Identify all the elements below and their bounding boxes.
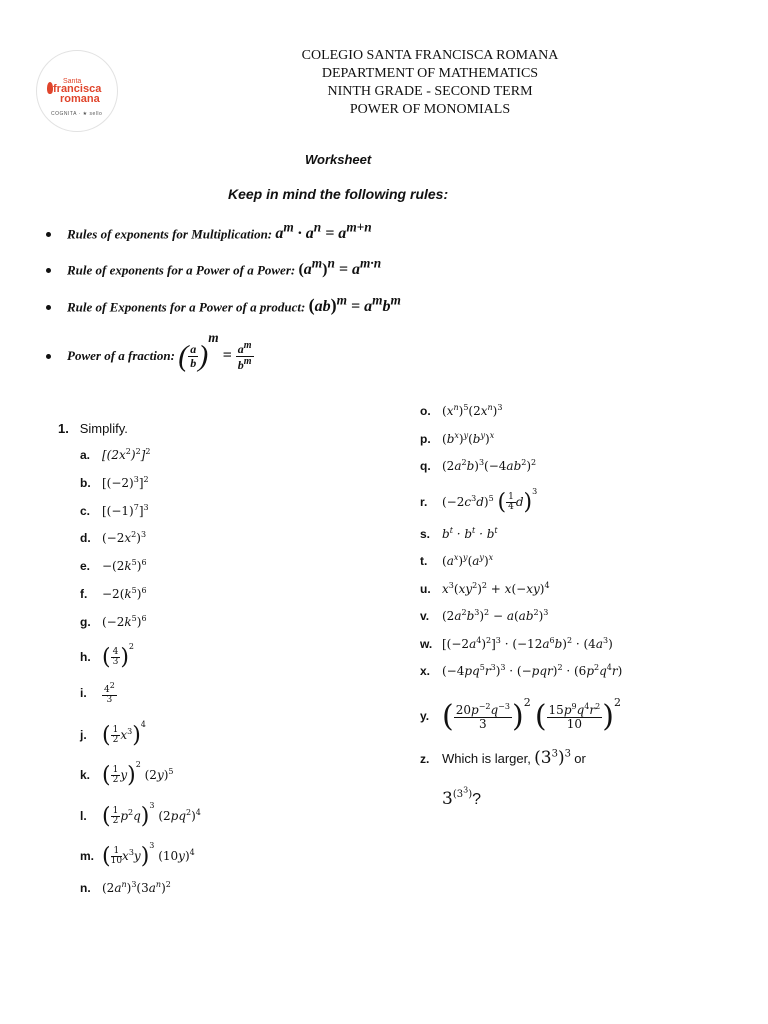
problem-r: r. $(-2c^3d)^5$ ( $\frac{1}{4}$ d)$^3$ — [420, 487, 538, 515]
grade-term: NINTH GRADE - SECOND TERM — [327, 84, 533, 99]
problem-l: l. ( $\frac{1}{2}$ $p^2q)^3$ $(2pq^2)^4$ — [80, 801, 201, 829]
problem-p: p. $(b^x)^y(b^y)^x$ — [420, 431, 495, 446]
problem-d: d. $(-2x^2)^3$ — [80, 530, 147, 545]
exercise-instruction: Simplify. — [79, 421, 128, 436]
school-logo — [36, 50, 118, 132]
problem-q: q. $(2a^2b)^3(-4ab^2)^2$ — [420, 458, 537, 473]
logo-text-line1: francisca — [53, 83, 102, 95]
problem-g: g. $(-2k^5)^6$ — [80, 614, 147, 629]
topic-title: POWER OF MONOMIALS — [349, 102, 511, 117]
rule-power-of-fraction: Power of a fraction: ( $\frac{a}{b}$ )$^m$ = $\frac{a^m}{b^m}$ — [46, 330, 254, 373]
problem-z: z. Which is larger, $(3^3)^3$ or — [420, 748, 586, 768]
rule-power-of-product: Rule of Exponents for a Power of a product: $(ab)^m = a^mb^m$ — [46, 293, 401, 316]
logo-text-top: Santa — [63, 78, 82, 85]
problem-k: k. ( $\frac{1}{2}$ y)$^2$ $(2y)^5$ — [80, 760, 174, 788]
problem-n: n. $(2a^n)^3(3a^n)^2$ — [80, 880, 171, 895]
problem-s: s. $b^t \cdot b^t \cdot b^t$ — [420, 526, 498, 541]
rules-title: Keep in mind the following rules: — [228, 186, 449, 202]
problem-y: y. ( $\frac{20p^{-2}q^{-3}}{3}$ )$^2$ ( $\frac{15p^9q^4r^2}{10}$ )$^2$ — [420, 696, 621, 734]
problem-j: j. ( $\frac{1}{2}$ $x^3)^4$ — [80, 720, 146, 748]
worksheet-label: Worksheet — [305, 152, 372, 167]
problem-c: c. $[(-1)^7]^3$ — [80, 503, 149, 518]
problem-z-continued: 3$^{(3^3)}$? — [442, 786, 481, 809]
problem-u: u. $x^3(xy^2)^2 + x(-xy)^4$ — [420, 581, 550, 596]
problem-m: m. ( $\frac{1}{10}$ $x^3y)^3$ $(10y)^4$ — [80, 841, 195, 869]
exercise-1: 1. Simplify. — [58, 421, 128, 436]
bullet — [46, 354, 51, 359]
problem-h: h. ( $\frac{4}{3}$ )$^2$ — [80, 642, 135, 670]
problem-b: b. $[(-2)^3]^2$ — [80, 475, 149, 490]
problem-e: e. $-(2k^5)^6$ — [80, 558, 147, 573]
logo-footer: COGNITA · ★ sello — [51, 111, 103, 117]
problem-x: x. $(-4pq^5r^3)^3 \cdot (-pqr)^2 \cdot (6p^2q^4r)$ — [420, 663, 623, 678]
department-name: DEPARTMENT OF MATHEMATICS — [321, 66, 539, 81]
rule-multiplication: Rules of exponents for Multiplication: $a^m \cdot a^n = a^{m+n}$ — [46, 220, 372, 243]
problem-i: i. $\frac{4^2}{3}$ — [80, 681, 115, 706]
school-name: COLEGIO SANTA FRANCISCA ROMANA — [301, 48, 559, 63]
bullet — [46, 232, 51, 237]
problem-v: v. $(2a^2b^3)^2 - a(ab^2)^3$ — [420, 608, 549, 623]
problem-t: t. $(a^x)^y(a^y)^x$ — [420, 553, 494, 568]
problem-w: w. $[(-2a^4)^2]^3 \cdot (-12a^6b)^2 \cdot (4a^3)$ — [420, 636, 613, 651]
rule-power-of-power: Rule of exponents for a Power of a Power: $(a^m)^n = a^{m\cdot n}$ — [46, 256, 381, 279]
logo-text-line2: romana — [60, 93, 100, 105]
problem-o: o. $(x^n)^5(2x^n)^3$ — [420, 403, 503, 418]
bullet — [46, 268, 51, 273]
problem-a: a. $[(2x^2)^2]^2$ — [80, 447, 151, 462]
bullet — [46, 305, 51, 310]
problem-f: f. $-2(k^5)^6$ — [80, 586, 147, 601]
